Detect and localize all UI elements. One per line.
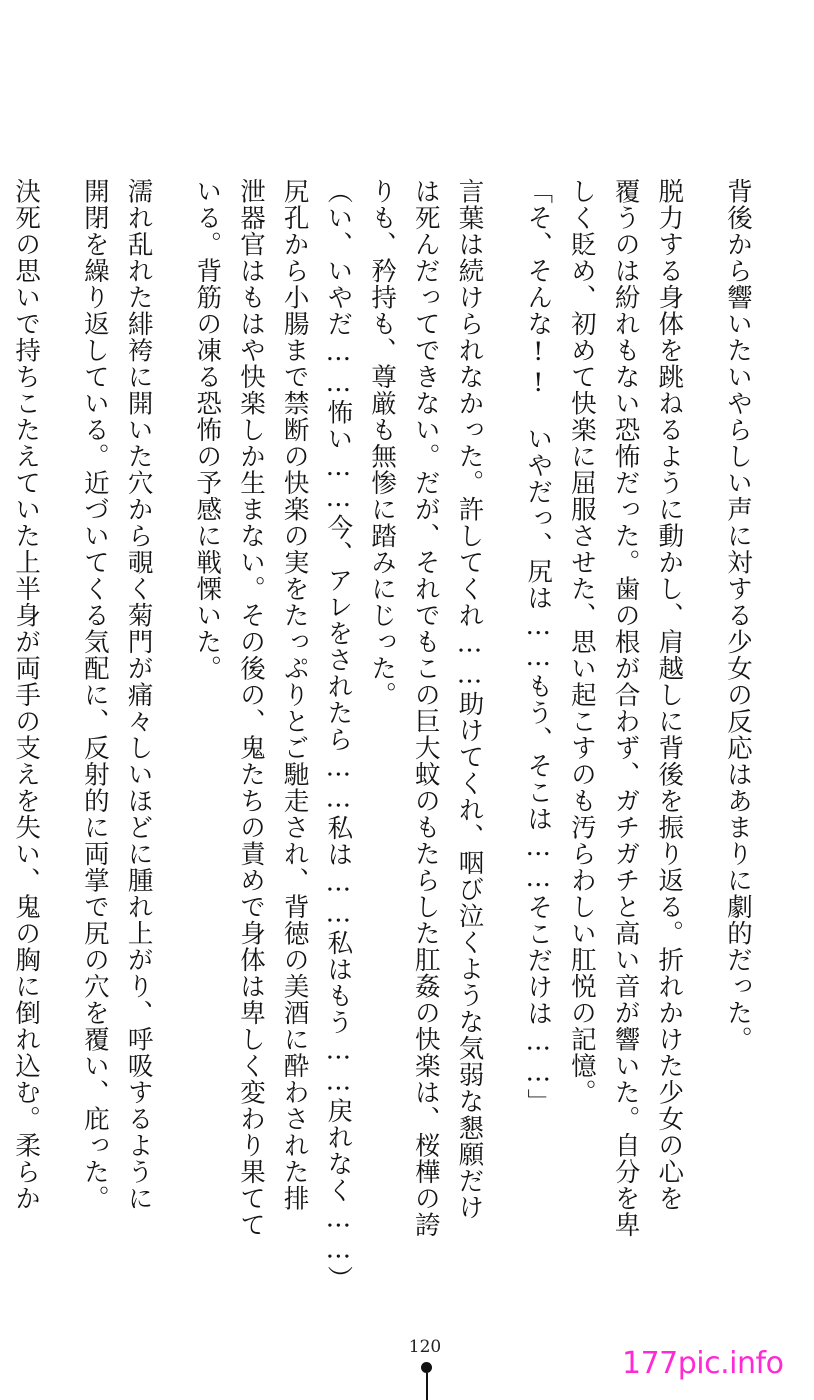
text-line: 尻孔から小腸まで禁断の快楽の実をたっぷりとご馳走され、背徳の美酒に酔わされた排 <box>279 178 310 1212</box>
text-line: いる。背筋の凍る恐怖の予感に戦慄いた。 <box>192 178 223 682</box>
text-line: 開閉を繰り返している。近づいてくる気配に、反射的に両掌で尻の穴を覆い、庇った。 <box>79 178 110 1212</box>
text-line: 脱力する身体を跳ねるように動かし、肩越しに背後を振り返る。折れかけた少女の心を <box>654 178 685 1212</box>
text-line: 決死の思いで持ちこたえていた上半身が両手の支えを失い、鬼の胸に倒れ込む。柔らか <box>11 178 42 1212</box>
text-line: （い、いやだ……怖い……今、アレをされたら……私は……私はもう……戻れなく……） <box>323 178 354 1292</box>
text-line: 言葉は続けられなかった。許してくれ……助けてくれ、咽び泣くような気弱な懇願だけ <box>454 178 485 1221</box>
text-line: 濡れ乱れた緋袴に開いた穴から覗く菊門が痛々しいほどに腫れ上がり、呼吸するように <box>123 178 154 1212</box>
page-marker-line <box>426 1373 428 1400</box>
page-marker-dot <box>421 1362 432 1373</box>
body-text <box>11 178 784 1292</box>
text-line: りも、矜持も、尊厳も無惨に踏みにじった。 <box>367 178 398 708</box>
text-line: 泄器官はもはや快楽しか生まない。その後の、鬼たちの責めで身体は卑しく変わり果てて <box>235 178 266 1238</box>
text-line: しく貶め、初めて快楽に屈服させた、思い起こすのも汚らわしい肛悦の記憶。 <box>566 178 597 1106</box>
text-line: 「そ、そんな!! いやだっ、尻は……もう、そこは……そこだけは……」 <box>523 178 554 1115</box>
page-number: 120 <box>408 1337 442 1357</box>
text-line: 背後から響いたいやらしい声に対する少女の反応はあまりに劇的だった。 <box>723 178 753 1053</box>
watermark: 177pic.info <box>622 1346 784 1381</box>
text-line: 覆うのは紛れもない恐怖だった。歯の根が合わず、ガチガチと高い音が響いた。自分を卑 <box>610 178 641 1238</box>
text-line: は死んだってできない。だが、それでもこの巨大蚊のもたらした肛姦の快楽は、桜樺の誇 <box>410 178 441 1238</box>
